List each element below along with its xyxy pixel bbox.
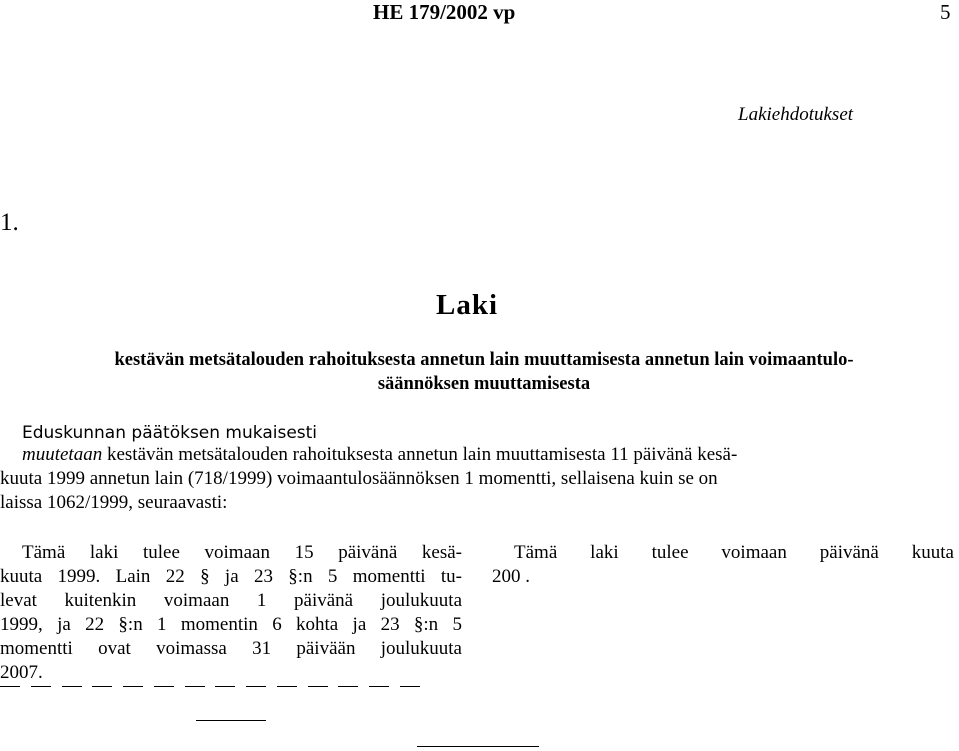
column-line: 200 . <box>492 566 530 587</box>
dash <box>154 686 174 687</box>
dash <box>0 686 20 687</box>
dash <box>400 686 420 687</box>
column-line: kuuta 1999. Lain 22 § ja 23 §:n 5 momentti tu- <box>0 566 462 587</box>
dash <box>308 686 328 687</box>
section-heading: Lakiehdotukset <box>738 104 854 125</box>
dash <box>215 686 235 687</box>
column-end-rule <box>417 746 539 747</box>
dash <box>185 686 205 687</box>
document-id-header: HE 179/2002 vp <box>373 0 516 24</box>
column-line: momentti ovat voimassa 31 päivään joulukuuta <box>0 638 462 659</box>
enacting-clause: Eduskunnan päätöksen mukaisesti <box>22 423 318 443</box>
law-subtitle-line: kestävän metsätalouden rahoituksesta annetun lain muuttamisesta annetun lain voimaantulo- <box>114 350 854 370</box>
current-text-column <box>0 541 462 685</box>
body-line-text: kestävän metsätalouden rahoituksesta annetun lain muuttamisesta 11 päivänä kesä- <box>102 444 738 465</box>
dash <box>246 686 266 687</box>
body-line: laissa 1062/1999, seuraavasti: <box>0 492 228 513</box>
introductory-paragraph <box>0 443 959 515</box>
dash-separator <box>0 686 420 687</box>
column-line: Tämä laki tulee voimaan 15 päivänä kesä- <box>22 542 462 563</box>
column-line: levat kuitenkin voimaan 1 päivänä joulukuuta <box>0 590 462 611</box>
body-line <box>0 443 959 467</box>
dash <box>123 686 143 687</box>
column-line: 2007. <box>0 662 43 683</box>
dash <box>338 686 358 687</box>
law-subtitle-line: säännöksen muuttamisesta <box>377 374 591 394</box>
dash <box>31 686 51 687</box>
dash <box>92 686 112 687</box>
dash <box>369 686 389 687</box>
proposed-text-column <box>492 541 954 589</box>
dash <box>62 686 82 687</box>
column-line: 1999, ja 22 §:n 1 momentin 6 kohta ja 23 §:n 5 <box>0 614 462 635</box>
column-line: Tämä laki tulee voimaan päivänä kuuta <box>514 542 954 563</box>
end-rule <box>196 720 266 721</box>
proposal-number: 1. <box>0 209 19 236</box>
law-title: Laki <box>436 289 499 321</box>
dash <box>277 686 297 687</box>
body-line: kuuta 1999 annetun lain (718/1999) voimaantulosäännöksen 1 momentti, sellaisena kuin se on <box>0 468 718 489</box>
page-number: 5 <box>940 0 951 24</box>
amendment-verb: muutetaan <box>22 444 103 465</box>
law-subtitle <box>14 348 954 396</box>
